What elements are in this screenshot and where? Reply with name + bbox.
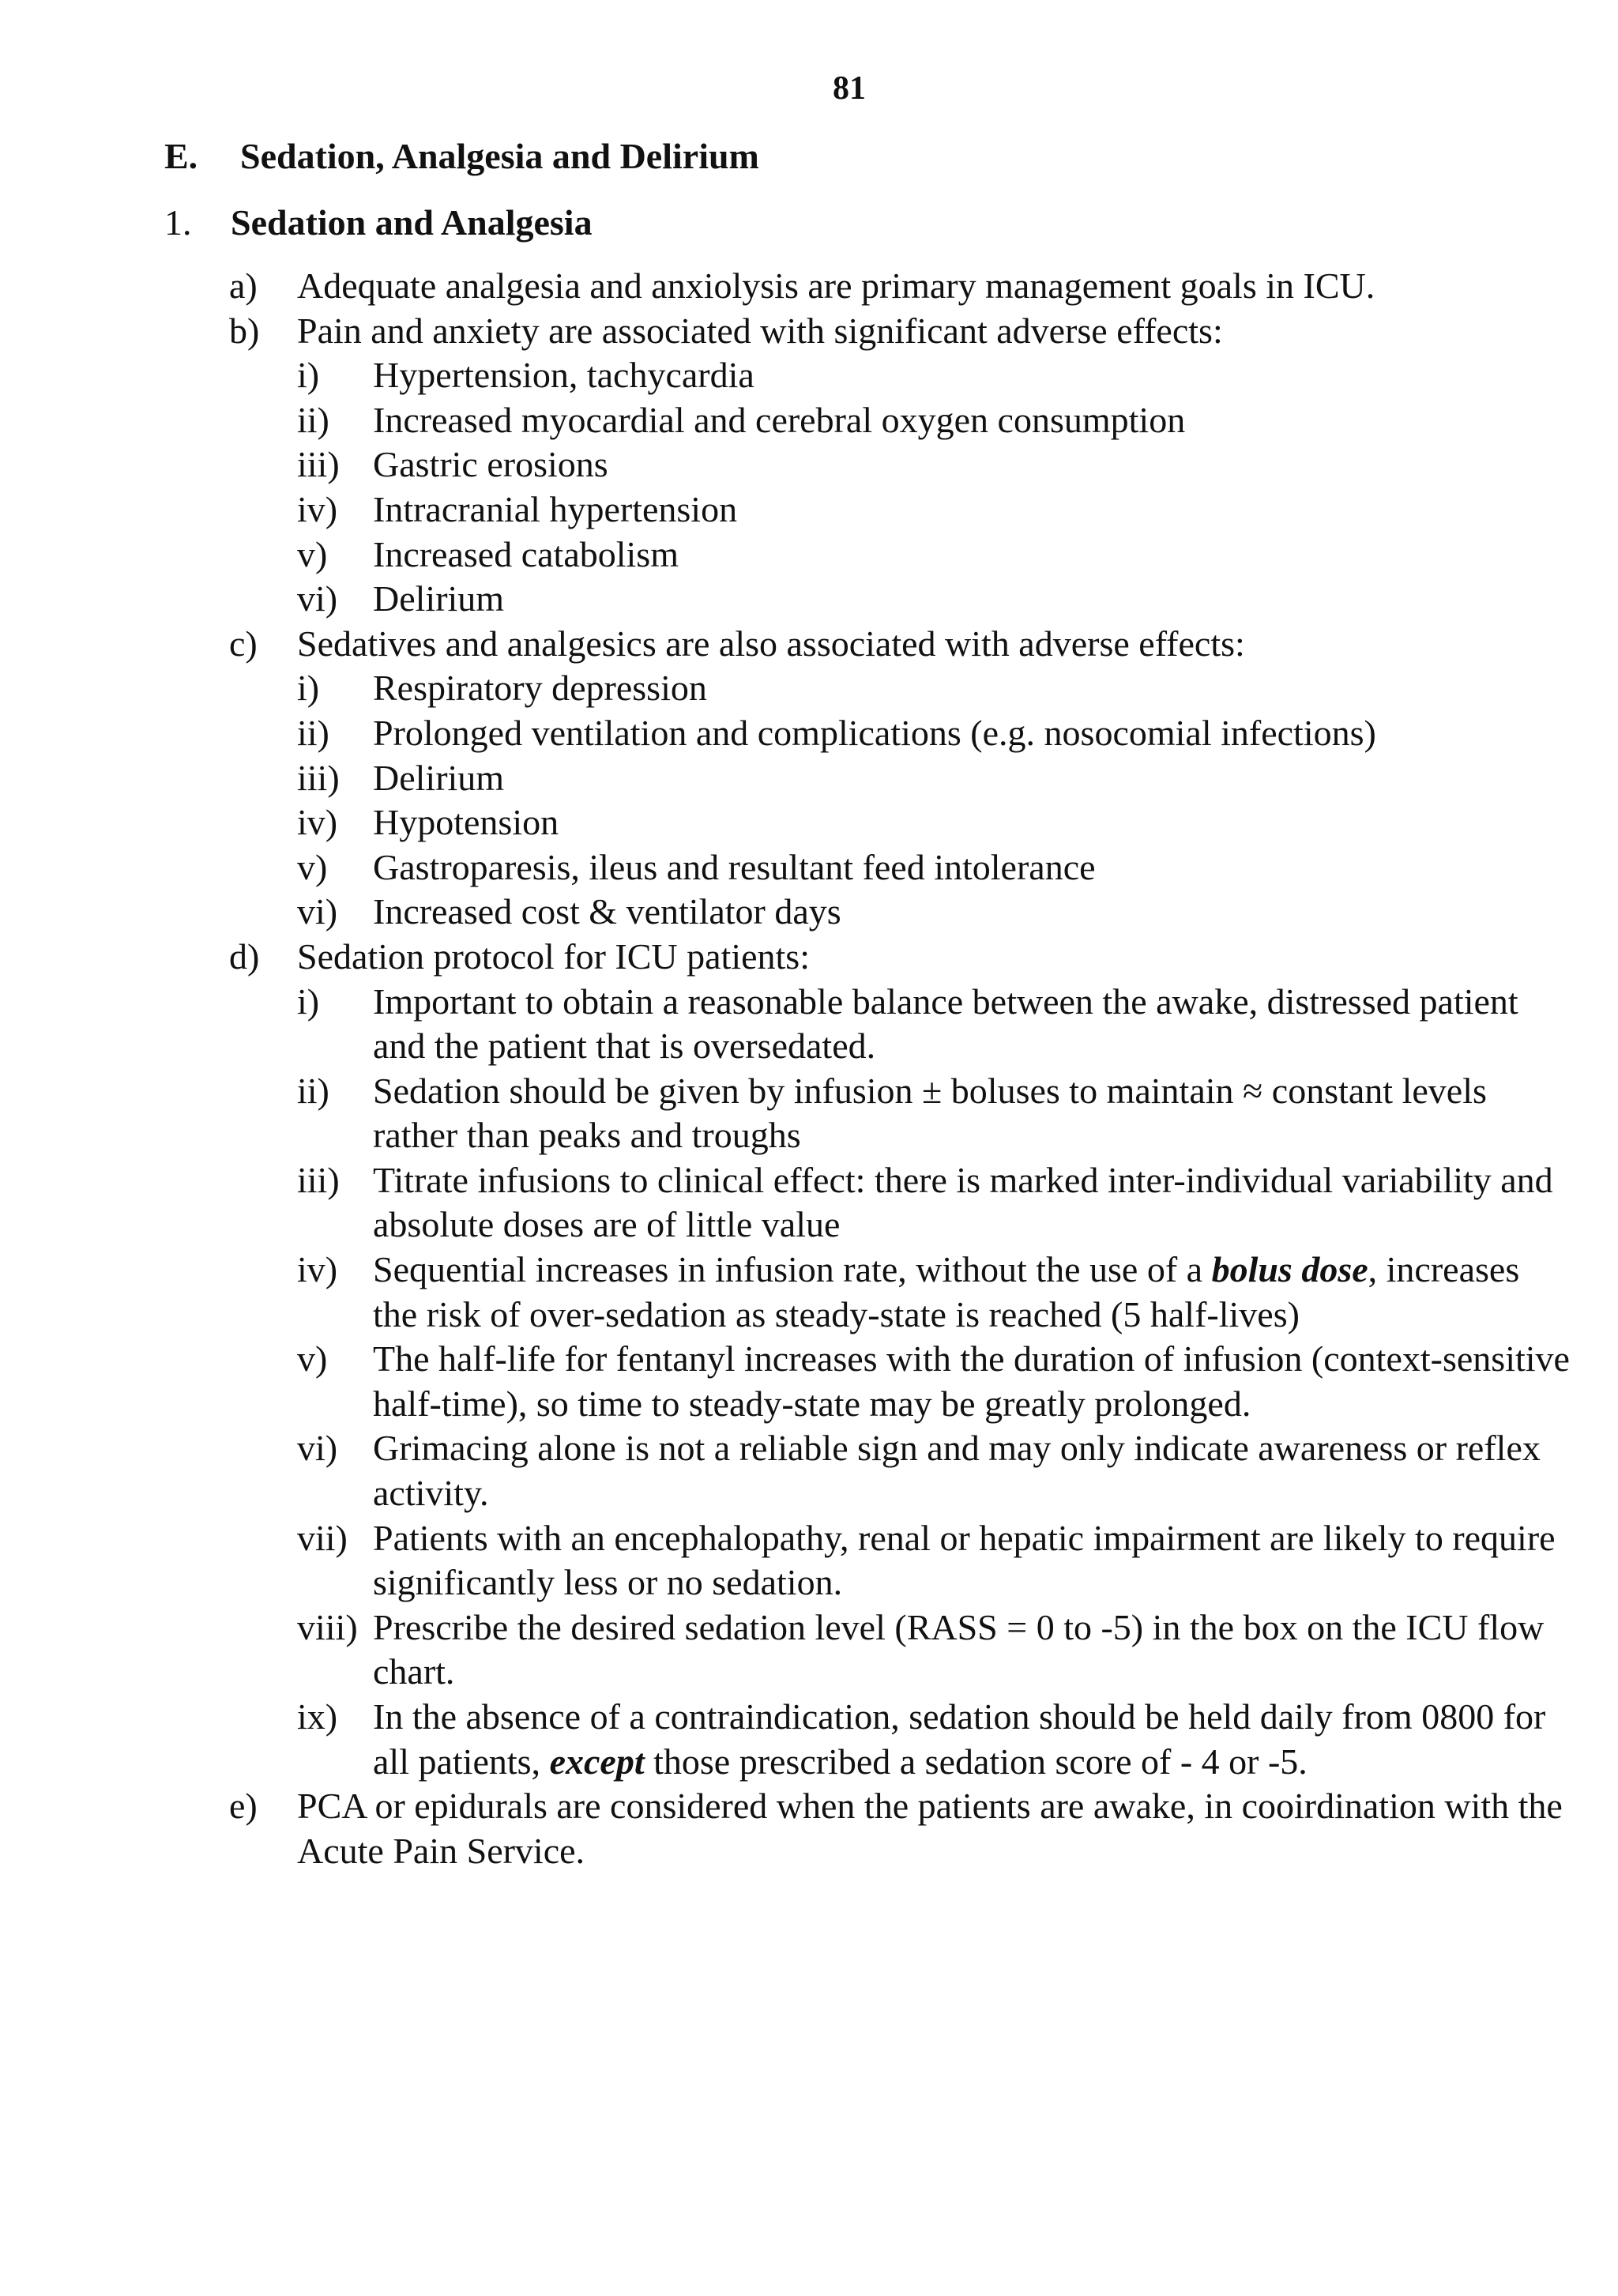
sub-list-item bbox=[229, 487, 1572, 533]
sub-list-item-text: Gastric erosions bbox=[373, 444, 608, 485]
sub-list-marker: iii) bbox=[297, 444, 340, 485]
sub-list-item-text: Sedation should be given by infusion ± boluses to maintain ≈ constant levels rather than peaks and troughs bbox=[373, 1070, 1487, 1156]
sub-list-item bbox=[229, 1248, 1572, 1337]
sub-list-marker: i) bbox=[297, 355, 320, 396]
sub-list-marker: ii) bbox=[297, 1070, 329, 1111]
sub-list-item bbox=[229, 711, 1572, 756]
list-item bbox=[229, 622, 1572, 667]
list-item bbox=[229, 1784, 1572, 1873]
sub-list-item bbox=[229, 800, 1572, 845]
sub-list-item bbox=[229, 890, 1572, 935]
list-item-text: PCA or epidurals are considered when the patients are awake, in cooirdination with the Acute Pain Service. bbox=[297, 1786, 1563, 1871]
sub-list-marker: v) bbox=[297, 533, 328, 574]
sub-list-marker: vii) bbox=[297, 1517, 348, 1558]
list-marker: a) bbox=[229, 265, 258, 306]
sub-list-item bbox=[229, 398, 1572, 443]
sub-list-item-text: Prolonged ventilation and complications (e.g. nosocomial infections) bbox=[373, 712, 1376, 753]
list-item bbox=[229, 264, 1572, 309]
content-list bbox=[229, 264, 1572, 1873]
sub-list-marker: ii) bbox=[297, 712, 329, 753]
sub-list-item-text: Increased catabolism bbox=[373, 533, 679, 574]
text-segment: those prescribed a sedation score of - 4 or -5. bbox=[644, 1741, 1308, 1782]
sub-list-marker: vi) bbox=[297, 578, 338, 619]
list-item bbox=[229, 935, 1572, 980]
sub-list-item-text: Prescribe the desired sedation level (RASS = 0 to -5) in the box on the ICU flow chart. bbox=[373, 1606, 1545, 1692]
sub-list-item-text: Increased cost & ventilator days bbox=[373, 891, 841, 932]
sub-list-marker: vi) bbox=[297, 1428, 338, 1469]
list-marker: c) bbox=[229, 623, 258, 664]
sub-list-item-text: Intracranial hypertension bbox=[373, 488, 738, 529]
sub-list-item bbox=[229, 442, 1572, 487]
sub-list-item bbox=[229, 1426, 1572, 1515]
sub-list-item-text: Increased myocardial and cerebral oxygen consumption bbox=[373, 399, 1186, 440]
sub-list-item bbox=[229, 353, 1572, 398]
sub-list-item-text: Important to obtain a reasonable balance between the awake, distressed patient and the patient that is oversedated. bbox=[373, 981, 1518, 1067]
page-number: 81 bbox=[833, 70, 866, 107]
sub-list-marker: vi) bbox=[297, 891, 338, 932]
sub-list-item-text bbox=[373, 1695, 1572, 1784]
list-marker: b) bbox=[229, 310, 260, 351]
sub-list-marker: iv) bbox=[297, 802, 338, 843]
section-title: Sedation, Analgesia and Delirium bbox=[240, 136, 759, 176]
list-item-text: Sedation protocol for ICU patients: bbox=[297, 935, 810, 977]
sub-list-marker: iv) bbox=[297, 488, 338, 529]
section-heading bbox=[164, 134, 759, 179]
sub-list-item-text: Delirium bbox=[373, 578, 505, 619]
sub-list-item bbox=[229, 1695, 1572, 1784]
sub-list-item bbox=[229, 1605, 1572, 1695]
sub-list-marker: viii) bbox=[297, 1606, 358, 1647]
sub-list-item-text bbox=[373, 1248, 1572, 1337]
sub-list-marker: v) bbox=[297, 1338, 328, 1379]
sub-list-item bbox=[229, 1069, 1572, 1158]
emphasis-text: except bbox=[549, 1741, 645, 1782]
sub-list-item-text: Respiratory depression bbox=[373, 668, 707, 709]
sub-list-item bbox=[229, 666, 1572, 711]
sub-list-item bbox=[229, 845, 1572, 890]
list-marker: d) bbox=[229, 935, 260, 977]
sub-list-item-text: Titrate infusions to clinical effect: there is marked inter-individual variability and absolute doses are of little value bbox=[373, 1159, 1553, 1245]
text-segment: In the absence of a contraindication, sedation should be held daily from 0800 for all patients, bbox=[373, 1696, 1546, 1782]
section-letter: E. bbox=[164, 136, 198, 176]
subsection-number: 1. bbox=[164, 202, 192, 243]
list-item-text: Pain and anxiety are associated with significant adverse effects: bbox=[297, 310, 1223, 351]
sub-list-marker: iv) bbox=[297, 1249, 338, 1290]
sub-list-marker: i) bbox=[297, 981, 320, 1022]
sub-list-item-text: The half-life for fentanyl increases with the duration of infusion (context-sensitive half-time), so time to steady-state may be greatly prolonged. bbox=[373, 1338, 1570, 1424]
list-item-text: Sedatives and analgesics are also associated with adverse effects: bbox=[297, 623, 1245, 664]
sub-list-item bbox=[229, 1516, 1572, 1605]
sub-list-item bbox=[229, 1337, 1572, 1426]
sub-list-marker: iii) bbox=[297, 1159, 340, 1200]
list-item-text: Adequate analgesia and anxiolysis are primary management goals in ICU. bbox=[297, 265, 1375, 306]
sub-list-marker: ix) bbox=[297, 1696, 338, 1737]
sub-list-item-text: Grimacing alone is not a reliable sign and may only indicate awareness or reflex activity. bbox=[373, 1428, 1541, 1514]
sub-list-item-text: Delirium bbox=[373, 757, 505, 798]
sub-list-marker: i) bbox=[297, 668, 320, 709]
list-item bbox=[229, 309, 1572, 354]
emphasis-text: bolus dose bbox=[1211, 1249, 1368, 1290]
list-marker: e) bbox=[229, 1786, 258, 1827]
sub-list-marker: ii) bbox=[297, 399, 329, 440]
text-segment: Sequential increases in infusion rate, without the use of a bbox=[373, 1249, 1212, 1290]
subsection-title: Sedation and Analgesia bbox=[231, 202, 593, 243]
sub-list-item-text: Patients with an encephalopathy, renal or hepatic impairment are likely to require significantly less or no sedation. bbox=[373, 1517, 1556, 1603]
subsection-heading bbox=[164, 201, 593, 245]
sub-list-item bbox=[229, 1158, 1572, 1248]
text-segment: , increases the risk of over-sedation as steady-state is reached (5 half-lives) bbox=[373, 1249, 1520, 1334]
sub-list-item bbox=[229, 577, 1572, 622]
sub-list-item-text: Hypertension, tachycardia bbox=[373, 355, 754, 396]
sub-list-item-text: Hypotension bbox=[373, 802, 559, 843]
sub-list-marker: iii) bbox=[297, 757, 340, 798]
sub-list-marker: v) bbox=[297, 846, 328, 887]
sub-list-item bbox=[229, 533, 1572, 578]
sub-list-item bbox=[229, 756, 1572, 801]
sub-list-item-text: Gastroparesis, ileus and resultant feed intolerance bbox=[373, 846, 1096, 887]
sub-list-item bbox=[229, 980, 1572, 1069]
